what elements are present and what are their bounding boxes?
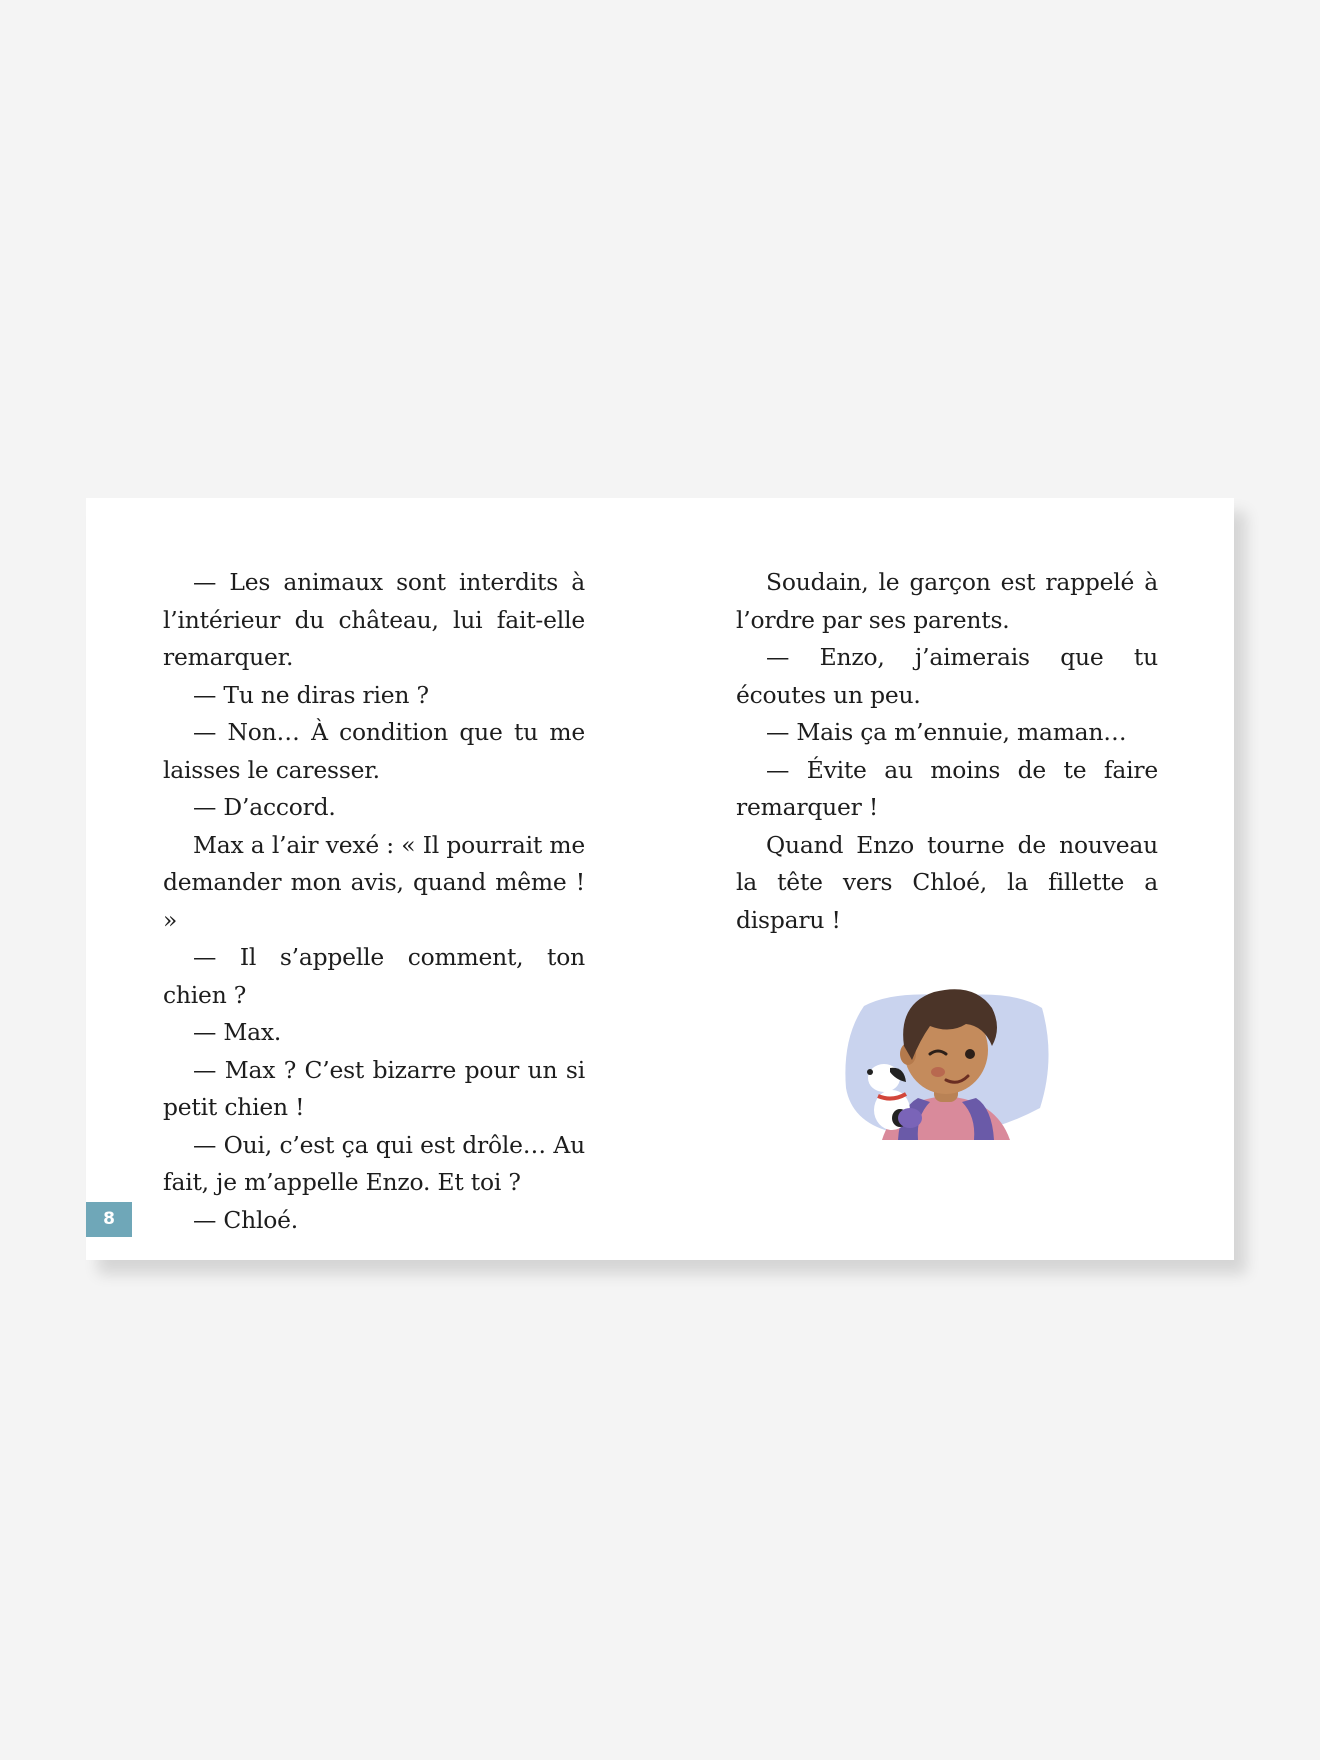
book-spread bbox=[86, 498, 1234, 1260]
open-eye bbox=[965, 1049, 975, 1059]
paragraph: Soudain, le garçon est rappelé à l’ordre par ses parents. bbox=[736, 568, 1158, 634]
left-page-text bbox=[163, 564, 585, 1239]
paragraph: — Max. bbox=[193, 1018, 282, 1046]
paragraph: — Max ? C’est bizarre pour un si petit chien ! bbox=[163, 1055, 585, 1121]
paragraph: — Enzo, j’aimerais que tu écoutes un peu. bbox=[736, 643, 1158, 709]
paragraph: — Mais ça m’ennuie, maman… bbox=[766, 718, 1127, 746]
boy-cheek bbox=[931, 1067, 945, 1077]
paragraph: — Oui, c’est ça qui est drôle… Au fait, je m’appelle Enzo. Et toi ? bbox=[163, 1130, 585, 1196]
dog-nose bbox=[867, 1069, 873, 1075]
paragraph: Quand Enzo tourne de nouveau la tête vers Chloé, la fillette a disparu ! bbox=[736, 830, 1158, 934]
paragraph: — Chloé. bbox=[193, 1205, 299, 1234]
boy-and-dog-illustration bbox=[834, 968, 1054, 1143]
page-number-tab: 8 bbox=[86, 1202, 132, 1237]
boy-hand bbox=[898, 1108, 922, 1128]
paragraph: Max a l’air vexé : « Il pourrait me demander mon avis, quand même ! » bbox=[163, 830, 585, 934]
paragraph: — Les animaux sont interdits à l’intérieur du château, lui fait-elle remarquer. bbox=[163, 568, 585, 671]
paragraph: — Il s’appelle comment, ton chien ? bbox=[163, 943, 585, 1009]
paragraph: — D’accord. bbox=[193, 793, 336, 821]
right-page-text bbox=[736, 564, 1158, 939]
paragraph: — Évite au moins de te faire remarquer ! bbox=[736, 755, 1158, 821]
paragraph: — Non… À condition que tu me laisses le caresser. bbox=[163, 718, 585, 784]
paragraph: — Tu ne diras rien ? bbox=[193, 680, 429, 709]
